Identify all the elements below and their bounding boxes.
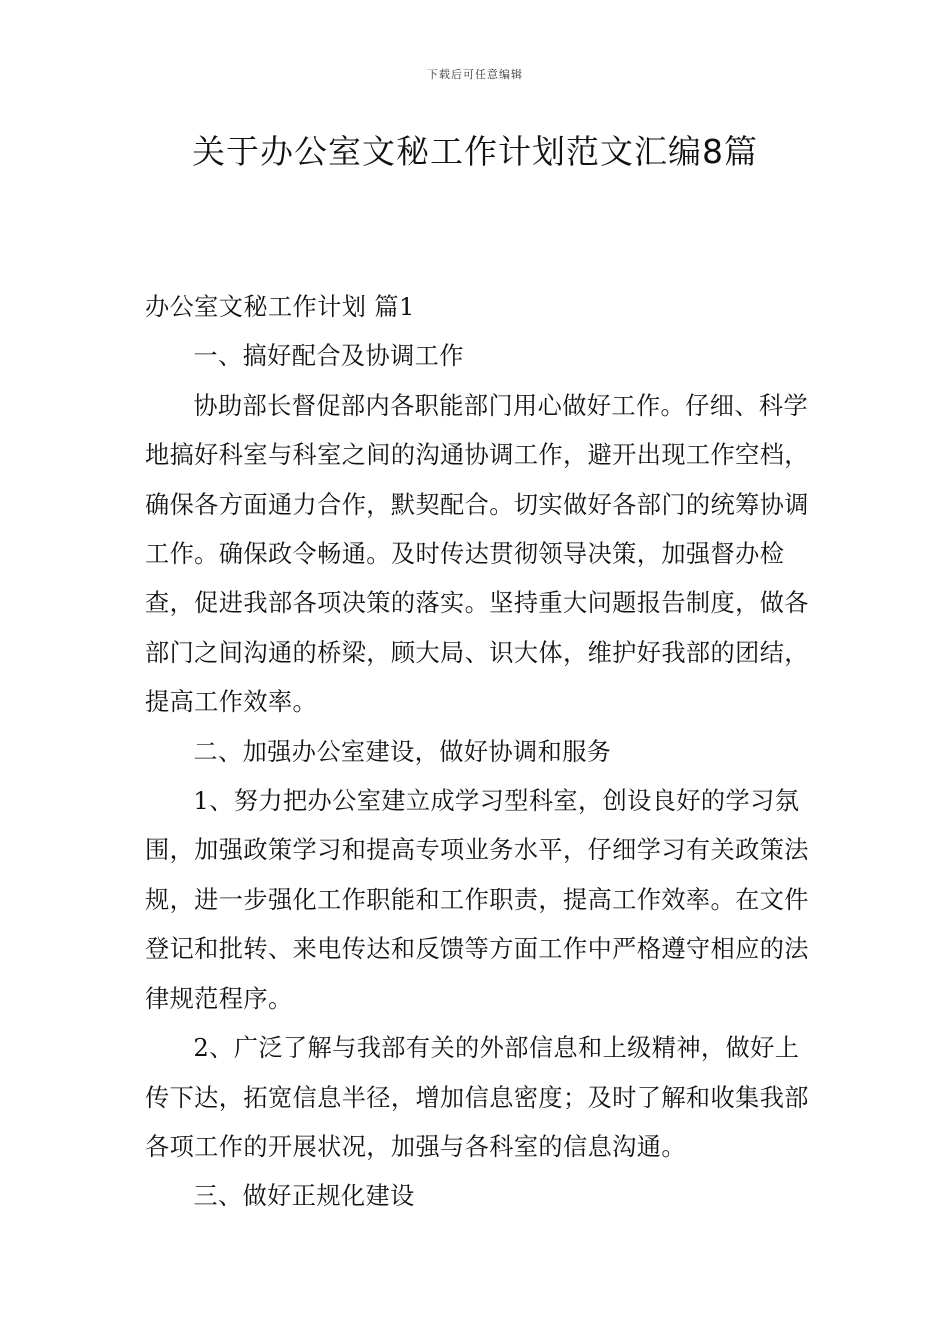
subheading-2: 二、加强办公室建设，做好协调和服务 — [193, 737, 612, 766]
section-heading: 办公室文秘工作计划 篇1 — [145, 293, 415, 321]
paragraph-2: 1、努力把办公室建立成学习型科室，创设良好的学习氛围，加强政策学习和提高专项业务水平，仔细学习有关政策法规，进一步强化工作职能和工作职责，提高工作效率。在文件登记和批转、来电传达和反馈等方面工作中严格遵守相应的法律规范程序。 — [145, 787, 809, 1013]
paragraph-1: 协助部长督促部内各职能部门用心做好工作。仔细、科学地搞好科室与科室之间的沟通协调工作，避开出现工作空档，确保各方面通力合作，默契配合。切实做好各部门的统筹协调工作。确保政令畅通。及时传达贯彻领导决策，加强督办检查，促进我部各项决策的落实。坚持重大问题报告制度，做各部门之间沟通的桥梁，顾大局、识大体，维护好我部的团结，提高工作效率。 — [145, 391, 809, 717]
header-note: 下载后可任意编辑 — [427, 68, 523, 81]
subheading-1: 一、搞好配合及协调工作 — [193, 342, 464, 371]
paragraph-3: 2、广泛了解与我部有关的外部信息和上级精神，做好上传下达，拓宽信息半径，增加信息密度；及时了解和收集我部各项工作的开展状况，加强与各科室的信息沟通。 — [145, 1034, 809, 1161]
document-title: 关于办公室文秘工作计划范文汇编8篇 — [192, 132, 758, 171]
document-body — [145, 283, 810, 1222]
subheading-3: 三、做好正规化建设 — [193, 1182, 415, 1211]
